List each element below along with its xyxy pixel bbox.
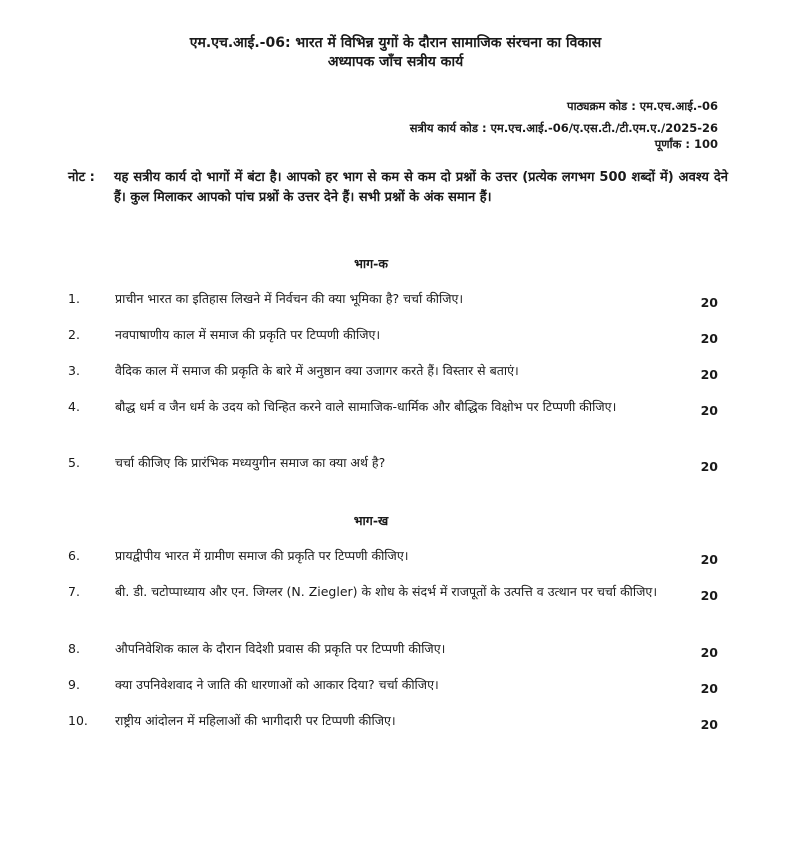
question-number: 7.: [68, 584, 80, 599]
question-marks: 20: [700, 552, 718, 567]
question-text: वैदिक काल में समाज की प्रकृति के बारे में अनुष्ठान क्या उजागर करते हैं। विस्तार से बताएं।: [115, 363, 519, 378]
question-item: [68, 326, 718, 344]
question-item: [68, 290, 718, 308]
question-text: राष्ट्रीय आंदोलन में महिलाओं की भागीदारी पर टिप्पणी कीजिए।: [115, 713, 396, 728]
instructions-note: [68, 168, 728, 208]
question-number: 8.: [68, 641, 80, 656]
question-item: [68, 398, 718, 416]
question-number: 6.: [68, 548, 80, 563]
question-marks: 20: [700, 459, 718, 474]
question-marks: 20: [700, 717, 718, 732]
question-marks: 20: [700, 403, 718, 418]
question-text: बौद्ध धर्म व जैन धर्म के उदय को चिन्हित करने वाले सामाजिक-धार्मिक और बौद्धिक विक्षोभ पर टिप्पणी कीजिए।: [115, 399, 617, 414]
assignment-code: सत्रीय कार्य कोड : एम.एच.आई.-06/ए.एस.टी./टी.एम.ए./2025-26: [409, 121, 718, 135]
question-item: [68, 547, 718, 565]
page-title: एम.एच.आई.-06: भारत में विभिन्न युगों के दौरान सामाजिक संरचना का विकास: [189, 35, 602, 51]
question-item: [68, 362, 718, 380]
section-title-a: भाग-क: [354, 256, 388, 271]
question-item: [68, 676, 718, 694]
question-text: नवपाषाणीय काल में समाज की प्रकृति पर टिप्पणी कीजिए।: [115, 327, 381, 342]
question-text: चर्चा कीजिए कि प्रारंभिक मध्ययुगीन समाज का क्या अर्थ है?: [115, 455, 386, 470]
question-marks: 20: [700, 367, 718, 382]
question-marks: 20: [700, 588, 718, 603]
question-number: 10.: [68, 713, 88, 728]
question-number: 5.: [68, 455, 80, 470]
question-number: 9.: [68, 677, 80, 692]
question-marks: 20: [700, 681, 718, 696]
question-marks: 20: [700, 331, 718, 346]
note-text: यह सत्रीय कार्य दो भागों में बंटा है। आपको हर भाग से कम से कम दो प्रश्नों के उत्तर (प्रत्येक लगभग 500 शब्दों में) अवश्य देने हैं। कुल मिलाकर आपको पांच प्रश्नों के उत्तर देने हैं। सभी प्रश्नों के अंक समान हैं।: [114, 170, 728, 205]
question-marks: 20: [700, 645, 718, 660]
question-item: [68, 712, 718, 730]
question-item: [68, 454, 718, 472]
question-number: 2.: [68, 327, 80, 342]
max-marks: पूर्णांक : 100: [654, 137, 718, 151]
question-number: 1.: [68, 291, 80, 306]
page-subtitle: अध्यापक जाँच सत्रीय कार्य: [327, 54, 464, 70]
question-marks: 20: [700, 295, 718, 310]
question-text: बी. डी. चटोप्पाध्याय और एन. जिग्लर (N. Ziegler) के शोध के संदर्भ में राजपूतों के उत्पत्ति व उत्थान पर चर्चा कीजिए।: [115, 584, 658, 599]
note-label: नोट :: [68, 170, 95, 185]
question-text: प्रायद्वीपीय भारत में ग्रामीण समाज की प्रकृति पर टिप्पणी कीजिए।: [115, 548, 409, 563]
section-title-b: भाग-ख: [353, 513, 389, 528]
question-item: [68, 640, 718, 658]
question-number: 3.: [68, 363, 80, 378]
question-text: क्या उपनिवेशवाद ने जाति की धारणाओं को आकार दिया? चर्चा कीजिए।: [115, 677, 439, 692]
question-text: औपनिवेशिक काल के दौरान विदेशी प्रवास की प्रकृति पर टिप्पणी कीजिए।: [115, 641, 446, 656]
question-text: प्राचीन भारत का इतिहास लिखने में निर्वचन की क्या भूमिका है? चर्चा कीजिए।: [115, 291, 464, 306]
course-code: पाठ्यक्रम कोड : एम.एच.आई.-06: [567, 99, 718, 113]
question-item: [68, 583, 718, 601]
question-number: 4.: [68, 399, 80, 414]
